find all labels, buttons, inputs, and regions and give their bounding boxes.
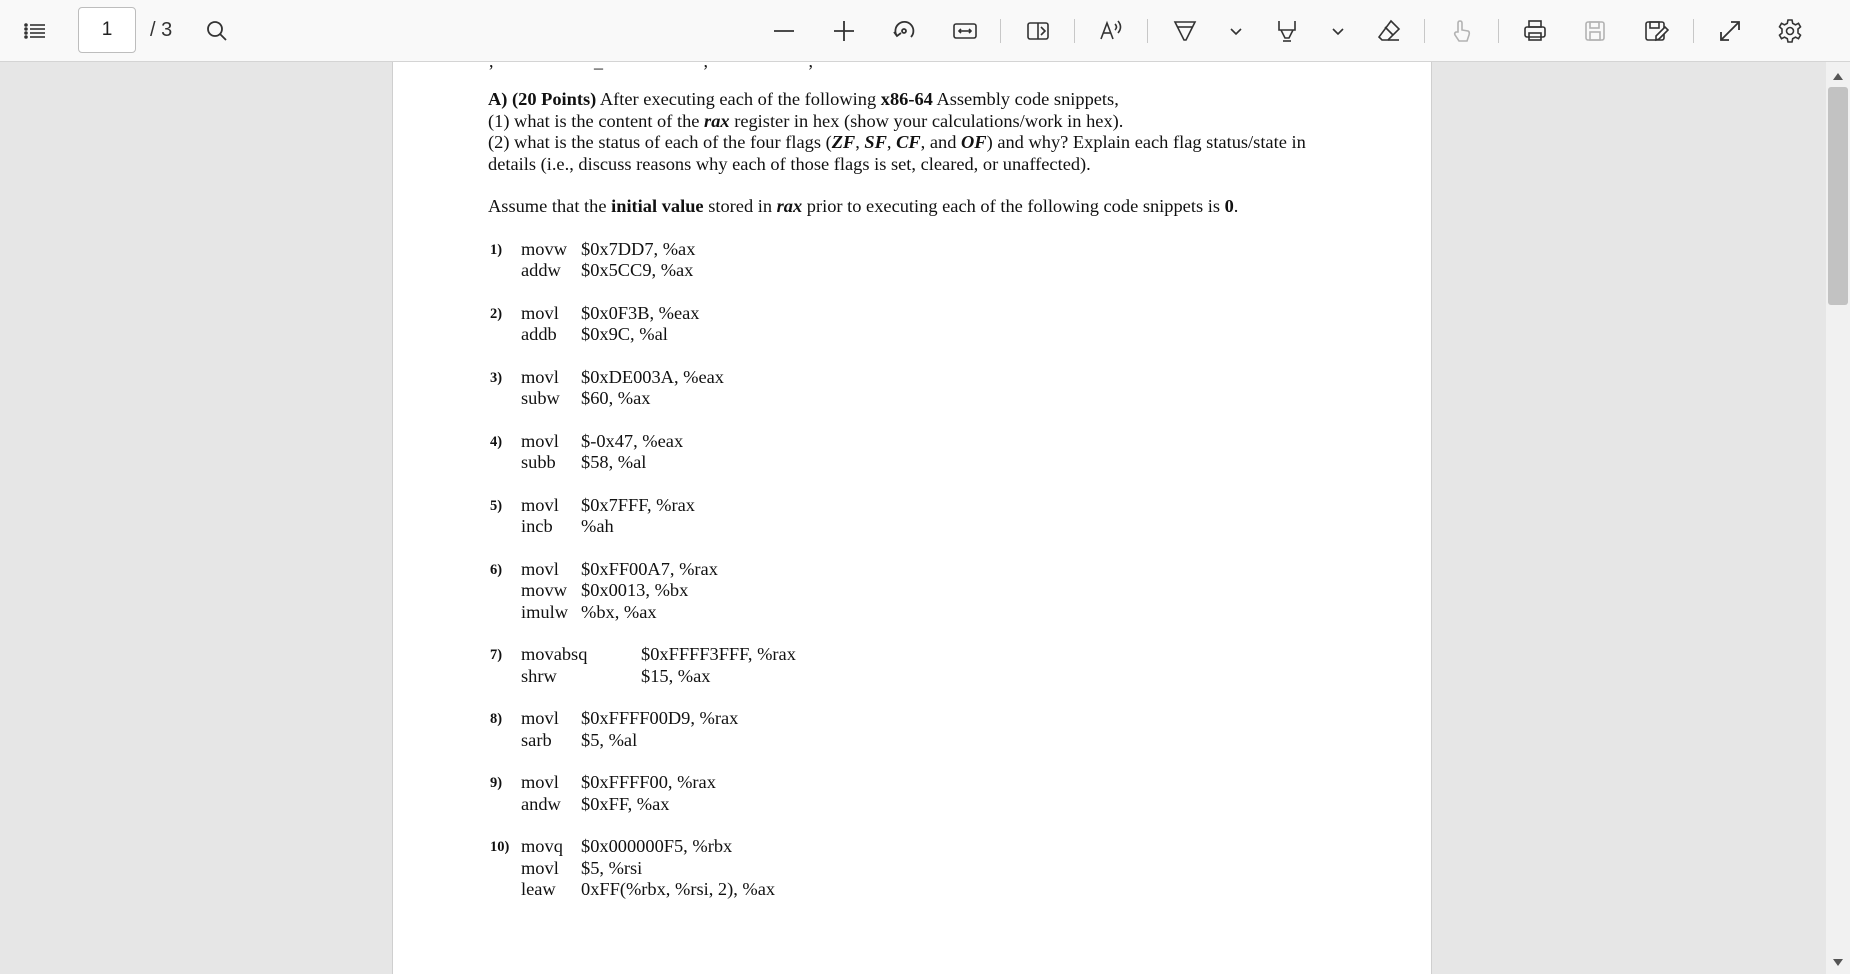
snippet-number: 6) bbox=[490, 561, 503, 578]
code-snippet bbox=[488, 303, 1388, 346]
code-snippet bbox=[488, 239, 1388, 282]
snippet-number: 1) bbox=[490, 241, 503, 258]
pdf-toolbar bbox=[0, 0, 1850, 62]
settings-icon[interactable] bbox=[1771, 12, 1809, 50]
snippet-number: 10) bbox=[490, 839, 510, 855]
highlight-icon[interactable] bbox=[1268, 12, 1306, 50]
question-intro: A) (20 Points) After executing each of the following x86-64 Assembly code snippets, (1) what is the content of the rax register in hex (show your calculations/work in hex). (2) what is the status of each of the four flags (ZF, SF, CF, and OF) and why? Explain each flag status/state in details (i.e., discuss reasons why each of those flags is set, cleared, or unaffected). bbox=[488, 89, 1306, 174]
code-line: movl $5, %rsi bbox=[521, 857, 643, 878]
code-line: movabsq $0xFFFF3FFF, %rax bbox=[521, 644, 796, 664]
scroll-down-arrow-icon[interactable] bbox=[1829, 954, 1847, 970]
snippet-number: 3) bbox=[490, 369, 503, 386]
code-line: incb %ah bbox=[521, 516, 614, 536]
pdf-page bbox=[392, 51, 1432, 974]
save-icon[interactable] bbox=[1576, 12, 1614, 50]
snippet-number: 7) bbox=[490, 647, 503, 663]
zoom-in-icon[interactable] bbox=[825, 12, 863, 50]
draw-icon[interactable] bbox=[1166, 12, 1204, 50]
code-line: leaw 0xFF(%rbx, %rsi, 2), %ax bbox=[521, 879, 776, 899]
code-line: andw $0xFF, %ax bbox=[521, 793, 670, 814]
code-line: subw $60, %ax bbox=[521, 388, 651, 408]
read-aloud-icon[interactable] bbox=[1092, 12, 1130, 50]
code-line: addw $0x5CC9, %ax bbox=[521, 260, 694, 280]
question-block bbox=[488, 89, 1388, 922]
code-line: addb $0x9C, %al bbox=[521, 324, 668, 344]
snippet-number: 9) bbox=[490, 775, 503, 791]
question-heading: A) (20 Points) bbox=[488, 89, 597, 109]
code-line: imulw %bx, %ax bbox=[521, 601, 657, 622]
code-snippet bbox=[488, 559, 1388, 624]
code-line: movq $0x000000F5, %rbx bbox=[521, 836, 733, 856]
code-snippet bbox=[488, 772, 1388, 815]
code-line: movl $0xDE003A, %eax bbox=[521, 366, 725, 387]
print-icon[interactable] bbox=[1516, 12, 1554, 50]
code-snippet bbox=[488, 708, 1388, 751]
code-line: movl $-0x47, %eax bbox=[521, 430, 684, 451]
page-number-input[interactable] bbox=[78, 7, 136, 53]
draw-options-chevron-icon[interactable] bbox=[1226, 12, 1246, 50]
code-line: sarb $5, %al bbox=[521, 729, 638, 750]
snippet-number: 4) bbox=[490, 433, 503, 450]
code-line: movw $0x0013, %bx bbox=[521, 580, 689, 600]
code-line: movl $0x0F3B, %eax bbox=[521, 302, 700, 323]
code-snippet bbox=[488, 495, 1388, 538]
cut-off-text: , _ , , bbox=[489, 51, 861, 71]
code-snippet bbox=[488, 644, 1388, 687]
eraser-icon[interactable] bbox=[1370, 12, 1408, 50]
code-line: movl $0xFFFF00, %rax bbox=[521, 772, 716, 792]
code-line: movl $0xFFFF00D9, %rax bbox=[521, 708, 739, 728]
fullscreen-icon[interactable] bbox=[1711, 12, 1749, 50]
code-line: movl $0xFF00A7, %rax bbox=[521, 558, 718, 579]
assumption-text: Assume that the initial value stored in rax prior to executing each of the following code snippets is 0. bbox=[488, 196, 1239, 216]
touch-icon[interactable] bbox=[1442, 12, 1480, 50]
fit-width-icon[interactable] bbox=[946, 12, 984, 50]
zoom-out-icon[interactable] bbox=[765, 12, 803, 50]
table-of-contents-icon[interactable] bbox=[16, 12, 54, 50]
page-view-icon[interactable] bbox=[1019, 12, 1057, 50]
code-line: movw $0x7DD7, %ax bbox=[521, 238, 696, 259]
highlight-options-chevron-icon[interactable] bbox=[1328, 12, 1348, 50]
snippet-number: 5) bbox=[490, 497, 503, 514]
code-snippet bbox=[488, 367, 1388, 410]
code-snippet-list bbox=[488, 239, 1388, 901]
search-icon[interactable] bbox=[198, 12, 236, 50]
scrollbar-thumb[interactable] bbox=[1828, 87, 1848, 305]
save-as-icon[interactable] bbox=[1637, 12, 1675, 50]
code-snippet bbox=[488, 431, 1388, 474]
page-total: / 3 bbox=[150, 19, 173, 41]
code-line: shrw $15, %ax bbox=[521, 665, 711, 686]
code-line: subb $58, %al bbox=[521, 452, 647, 472]
snippet-number: 8) bbox=[490, 711, 503, 727]
code-line: movl $0x7FFF, %rax bbox=[521, 494, 695, 515]
code-snippet bbox=[488, 836, 1388, 901]
scroll-up-arrow-icon[interactable] bbox=[1829, 68, 1847, 84]
rotate-icon[interactable] bbox=[885, 12, 923, 50]
snippet-number: 2) bbox=[490, 305, 503, 322]
